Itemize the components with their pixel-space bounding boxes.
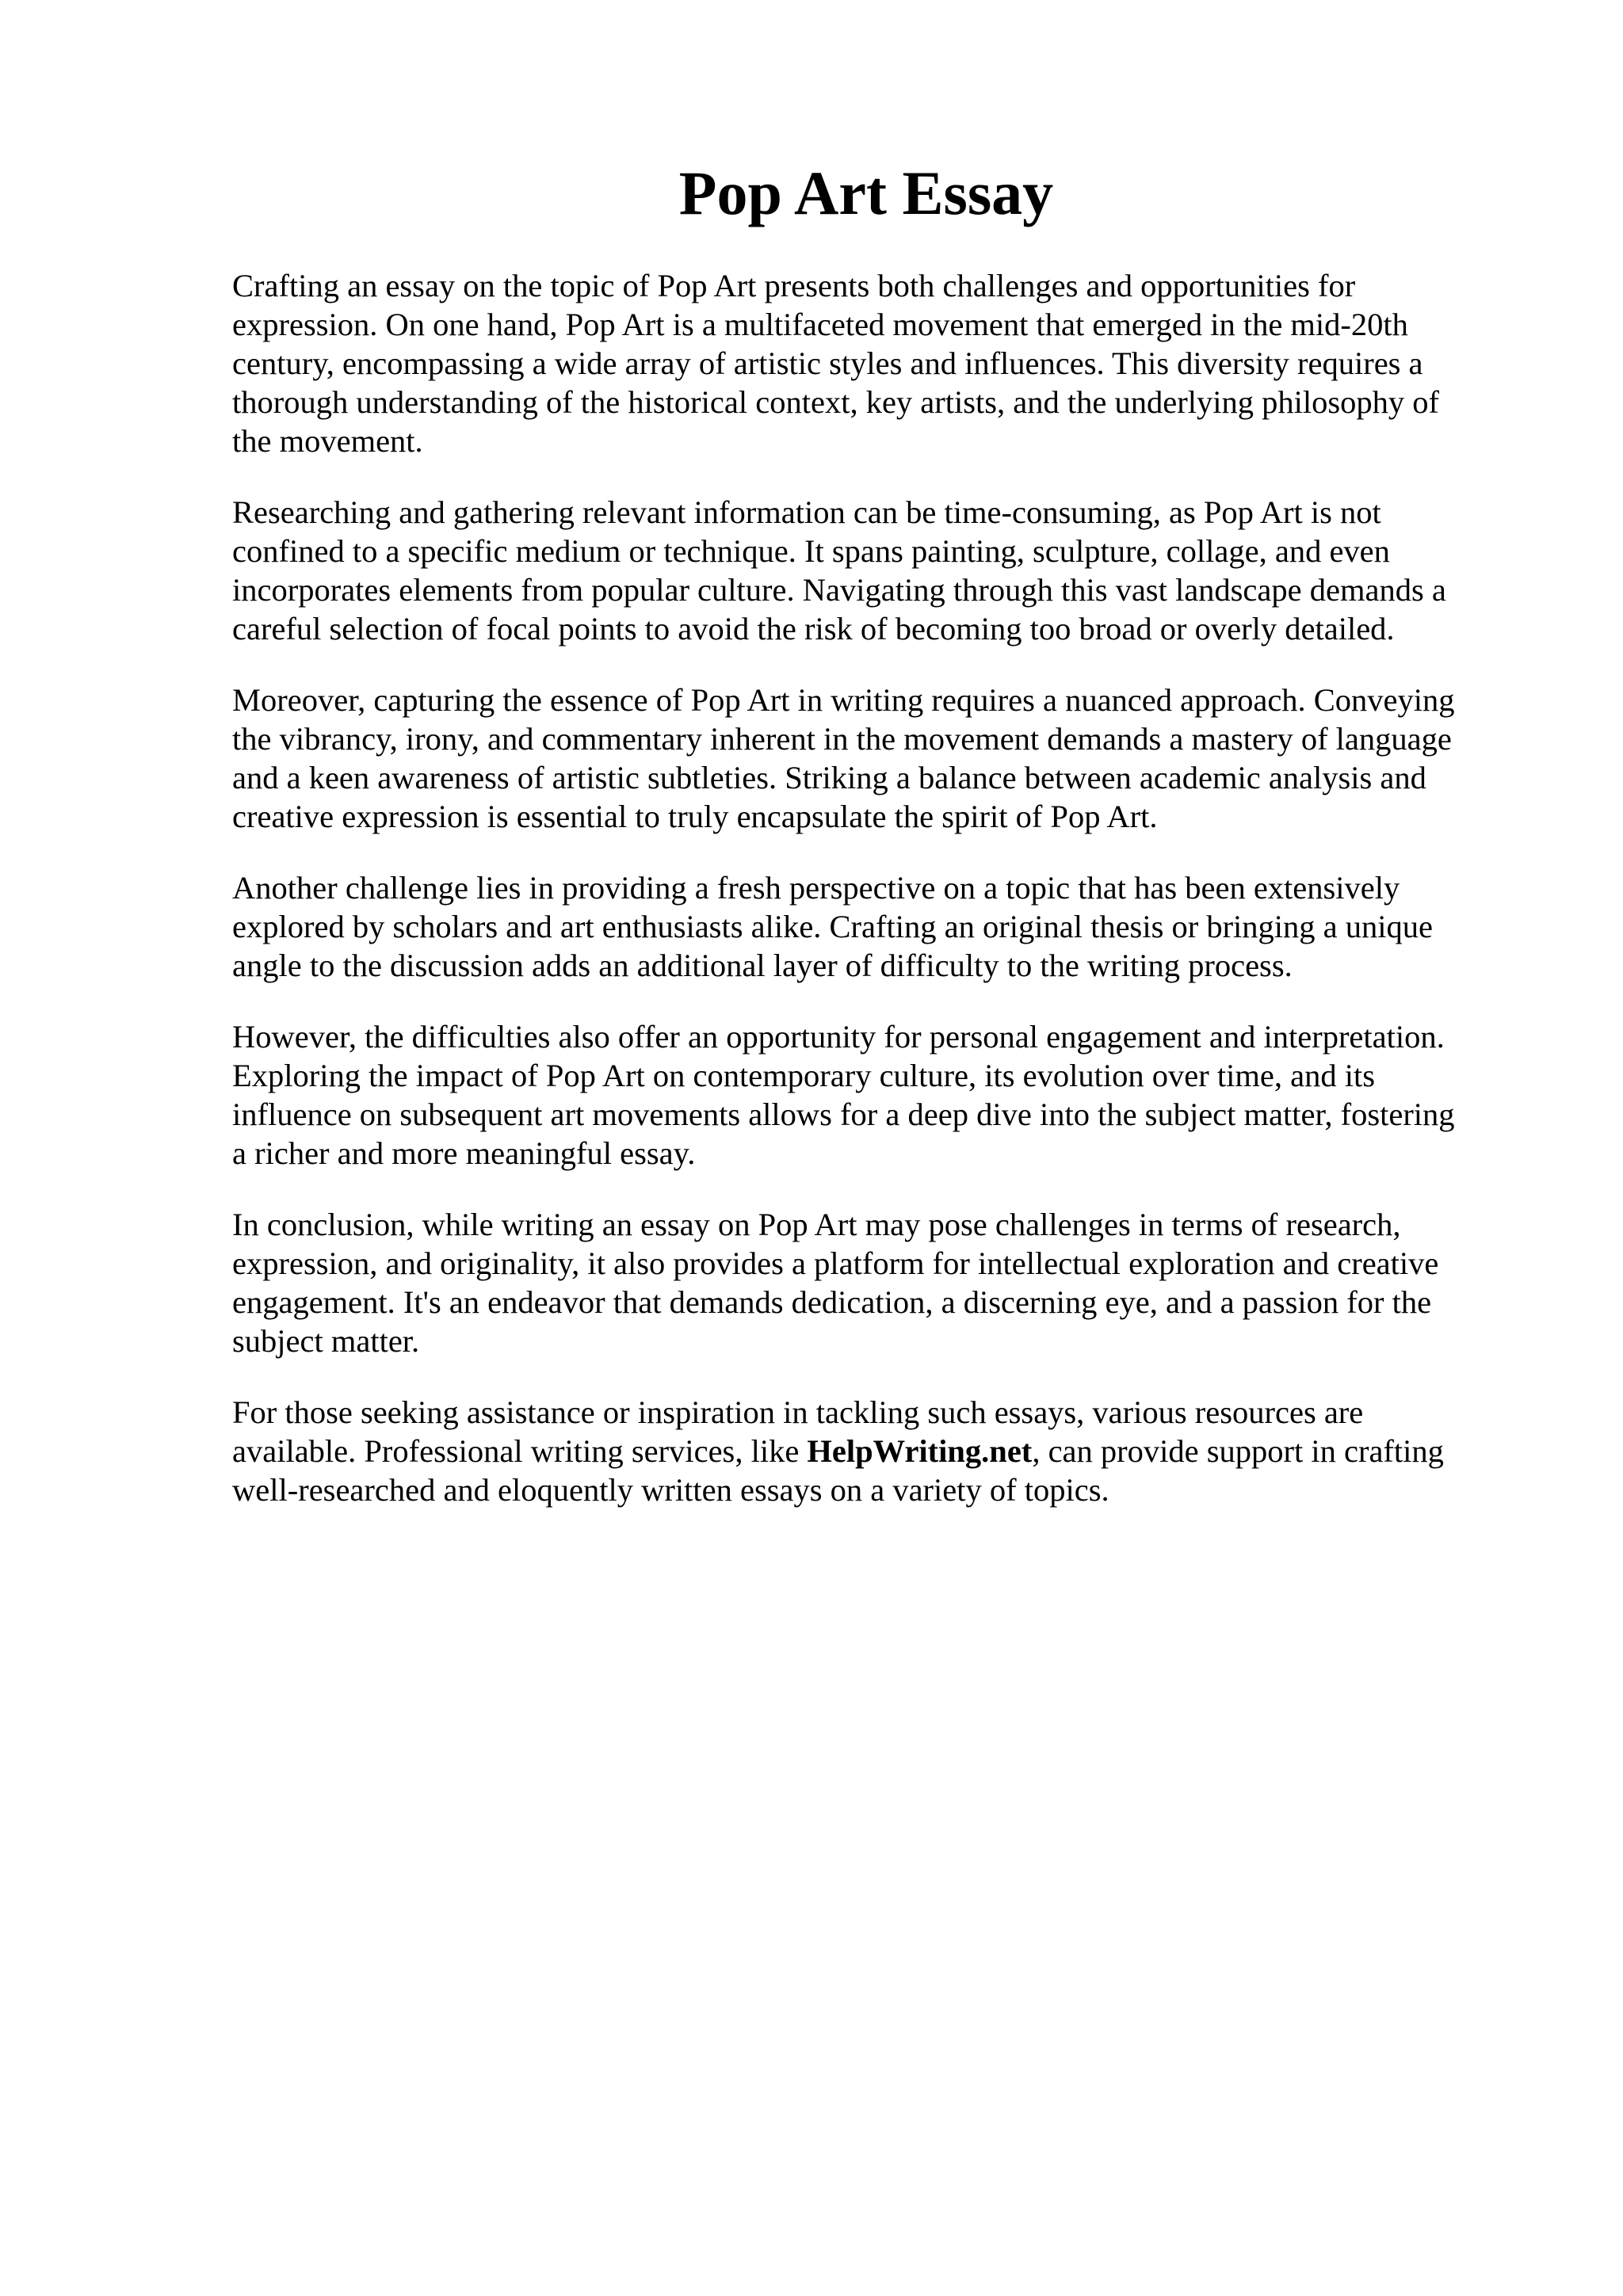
paragraph-line: the movement. xyxy=(232,423,423,459)
paragraph-line: However, the difficulties also offer an opportunity for personal engagement and interpretation. xyxy=(232,1019,1445,1055)
paragraph-line: subject matter. xyxy=(232,1323,420,1359)
paragraph-line: Exploring the impact of Pop Art on contemporary culture, its evolution over time, and its xyxy=(232,1058,1375,1093)
paragraph-line: angle to the discussion adds an additional layer of difficulty to the writing process. xyxy=(232,948,1293,983)
paragraph-line: thorough understanding of the historical context, key artists, and the underlying philosophy of xyxy=(232,384,1439,420)
paragraph-4 xyxy=(232,868,1500,985)
paragraph-line: explored by scholars and art enthusiasts alike. Crafting an original thesis or bringing a unique xyxy=(232,909,1434,944)
paragraph-line: creative expression is essential to truly encapsulate the spirit of Pop Art. xyxy=(232,799,1158,834)
paragraph-line: In conclusion, while writing an essay on Pop Art may pose challenges in terms of research, xyxy=(232,1207,1401,1242)
paragraph-line: influence on subsequent art movements allows for a deep dive into the subject matter, fostering xyxy=(232,1097,1455,1132)
paragraph-line: Researching and gathering relevant information can be time-consuming, as Pop Art is not xyxy=(232,494,1381,530)
paragraph-6 xyxy=(232,1205,1500,1360)
paragraph-line: century, encompassing a wide array of artistic styles and influences. This diversity requires a xyxy=(232,345,1423,381)
closing-paragraph xyxy=(232,1393,1500,1509)
paragraph-1 xyxy=(232,266,1500,460)
paragraph-5 xyxy=(232,1017,1500,1173)
paragraph-line: For those seeking assistance or inspiration in tackling such essays, various resources are xyxy=(232,1394,1364,1430)
helpwriting-link[interactable]: HelpWriting.net xyxy=(807,1433,1033,1469)
paragraph-line: Another challenge lies in providing a fresh perspective on a topic that has been extensively xyxy=(232,870,1400,906)
paragraph-line: confined to a specific medium or technique. It spans painting, sculpture, collage, and even xyxy=(232,533,1390,569)
paragraph-line: and a keen awareness of artistic subtleties. Striking a balance between academic analysis and xyxy=(232,760,1426,795)
paragraph-line: well-researched and eloquently written essays on a variety of topics. xyxy=(232,1472,1109,1508)
paragraph-line: the vibrancy, irony, and commentary inherent in the movement demands a mastery of language xyxy=(232,721,1452,757)
paragraph-line: careful selection of focal points to avoid the risk of becoming too broad or overly detailed. xyxy=(232,611,1395,646)
paragraph-line: expression, and originality, it also provides a platform for intellectual exploration and creative xyxy=(232,1245,1439,1281)
paragraph-line: a richer and more meaningful essay. xyxy=(232,1135,696,1171)
paragraph-2 xyxy=(232,493,1500,648)
closing-text-after: , can provide support in crafting xyxy=(1032,1433,1444,1469)
paragraph-line: engagement. It's an endeavor that demands dedication, a discerning eye, and a passion for the xyxy=(232,1284,1432,1320)
paragraph-line: Crafting an essay on the topic of Pop Art presents both challenges and opportunities for xyxy=(232,268,1356,303)
paragraph-line: incorporates elements from popular culture. Navigating through this vast landscape demands a xyxy=(232,572,1446,608)
paragraph-line: expression. On one hand, Pop Art is a multifaceted movement that emerged in the mid-20th xyxy=(232,307,1408,342)
closing-text-before: available. Professional writing services, like xyxy=(232,1433,808,1469)
paragraph-line-with-link xyxy=(232,1432,1500,1470)
document-title: Pop Art Essay xyxy=(678,158,1054,227)
paragraph-line: Moreover, capturing the essence of Pop Art in writing requires a nuanced approach. Conveying xyxy=(232,682,1455,718)
essay-body xyxy=(232,266,1500,1542)
paragraph-3 xyxy=(232,681,1500,836)
